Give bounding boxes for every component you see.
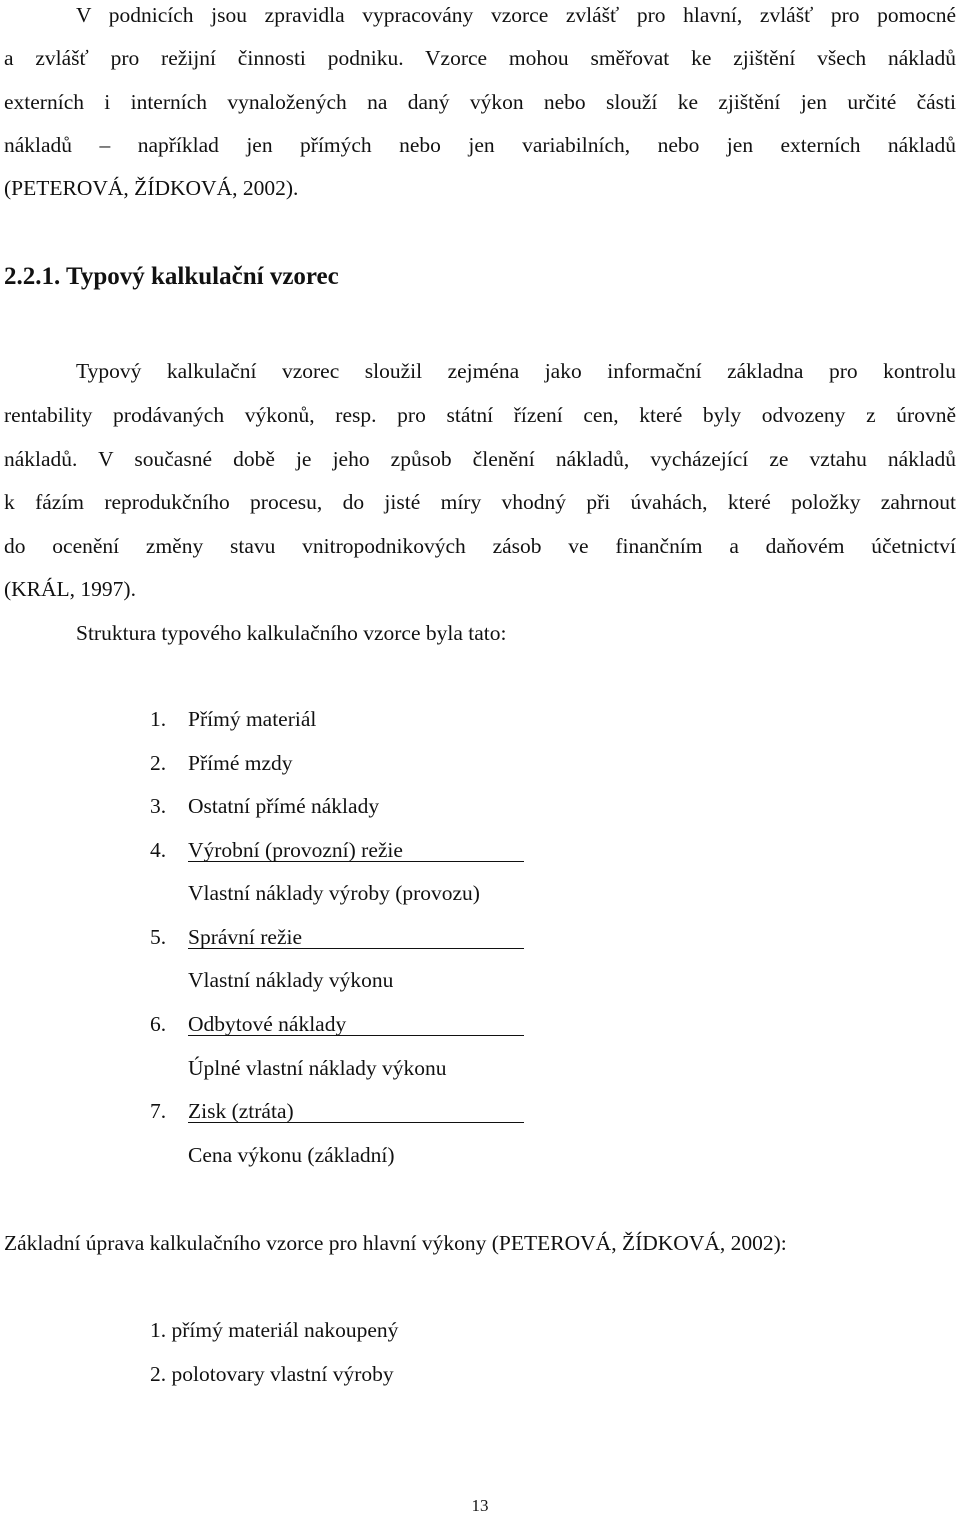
list-item bbox=[150, 1098, 524, 1124]
paragraph-line: (PETEROVÁ, ŽÍDKOVÁ, 2002). bbox=[4, 176, 299, 200]
paragraph-line: (KRÁL, 1997). bbox=[4, 577, 136, 601]
list-item bbox=[150, 837, 524, 863]
list-text-underlined: Odbytové náklady bbox=[188, 1013, 524, 1036]
list-item: 1. přímý materiál nakoupený bbox=[150, 1318, 399, 1342]
list-text-underlined: Výrobní (provozní) režie bbox=[188, 839, 524, 862]
list-number: 7. bbox=[150, 1099, 167, 1123]
list-item bbox=[150, 706, 316, 732]
list-text: Ostatní přímé náklady bbox=[188, 794, 380, 818]
page-number: 13 bbox=[471, 1496, 489, 1515]
paragraph-line: Typový kalkulační vzorec sloužil zejména jako informační základna pro kontrolu bbox=[76, 359, 956, 383]
subtotal-line: Úplné vlastní náklady výkonu bbox=[188, 1056, 447, 1080]
paragraph-line: do ocenění změny stavu vnitropodnikových zásob ve finančním a daňovém účetnictví bbox=[4, 534, 956, 558]
paragraph-line: k fázím reprodukčního procesu, do jisté míry vhodný při úvahách, které položky zahrnout bbox=[4, 490, 956, 514]
paragraph-line: a zvlášť pro režijní činnosti podniku. Vzorce mohou směřovat ke zjištění všech nákladů bbox=[4, 46, 956, 70]
basic-adjustment-intro: Základní úprava kalkulačního vzorce pro hlavní výkony (PETEROVÁ, ŽÍDKOVÁ, 2002): bbox=[4, 1231, 787, 1255]
section-heading: 2.2.1. Typový kalkulační vzorec bbox=[4, 263, 339, 290]
list-item bbox=[150, 924, 524, 950]
subtotal-line: Vlastní náklady výkonu bbox=[188, 968, 394, 992]
list-number: 1. bbox=[150, 707, 167, 731]
list-item bbox=[150, 793, 379, 819]
paragraph-line: externích i interních vynaložených na daný výkon nebo slouží ke zjištění jen určité části bbox=[4, 90, 956, 114]
list-number: 4. bbox=[150, 838, 167, 862]
subtotal-line: Vlastní náklady výroby (provozu) bbox=[188, 881, 480, 905]
list-number: 5. bbox=[150, 925, 167, 949]
list-text-underlined: Zisk (ztráta) bbox=[188, 1100, 524, 1123]
list-number: 3. bbox=[150, 794, 167, 818]
list-text: Přímý materiál bbox=[188, 707, 317, 731]
list-text: Přímé mzdy bbox=[188, 751, 293, 775]
paragraph-line: nákladů. V současné době je jeho způsob členění nákladů, vycházející ze vztahu nákladů bbox=[4, 447, 956, 471]
list-number: 2. bbox=[150, 751, 167, 775]
paragraph-line: nákladů – například jen přímých nebo jen variabilních, nebo jen externích nákladů bbox=[4, 133, 956, 157]
list-text-underlined: Správní režie bbox=[188, 926, 524, 949]
list-item bbox=[150, 1011, 524, 1037]
list-item: 2. polotovary vlastní výroby bbox=[150, 1362, 394, 1386]
list-number: 6. bbox=[150, 1012, 167, 1036]
list-item bbox=[150, 750, 293, 776]
paragraph-line: V podnicích jsou zpravidla vypracovány vzorce zvlášť pro hlavní, zvlášť pro pomocné bbox=[76, 3, 956, 27]
structure-intro: Struktura typového kalkulačního vzorce byla tato: bbox=[76, 621, 507, 645]
paragraph-line: rentability prodávaných výkonů, resp. pro státní řízení cen, které byly odvozeny z úrovně bbox=[4, 403, 956, 427]
subtotal-line: Cena výkonu (základní) bbox=[188, 1143, 395, 1167]
